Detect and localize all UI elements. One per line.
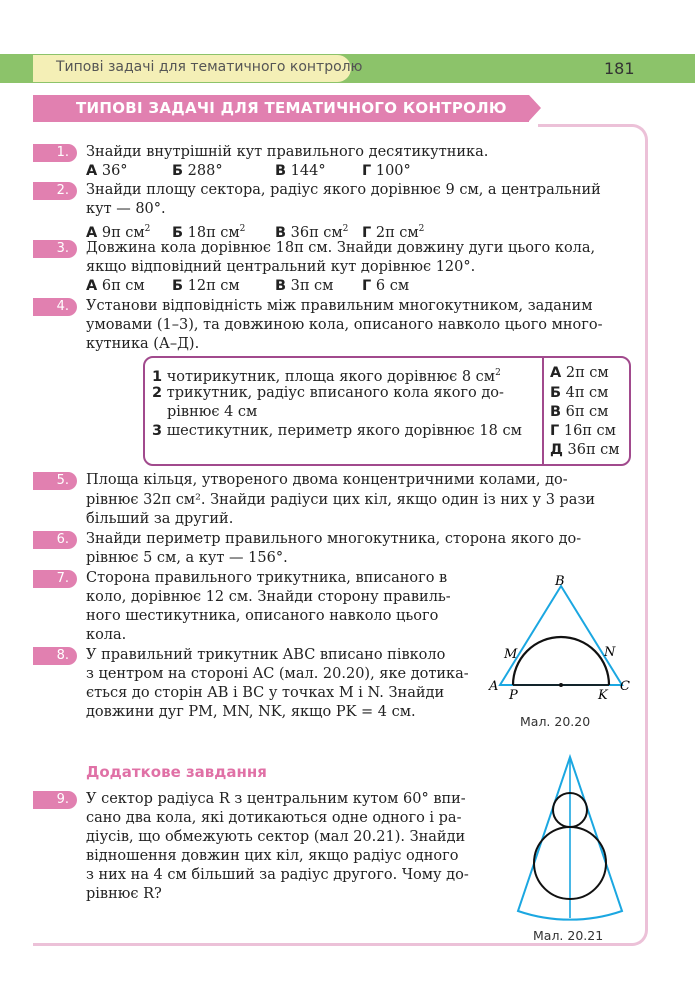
task-text: Знайди внутрішній кут правильного десятикутника. [86, 144, 489, 160]
task-text: коло, дорівнює 12 см. Знайди сторону правиль- [86, 589, 451, 605]
task-number: 2. [33, 182, 77, 200]
label-m: M [504, 647, 518, 662]
answer-option: Г 100° [362, 163, 411, 179]
task-text: ється до сторін AB і BC у точках M і N. Знайди [86, 685, 445, 701]
task-number: 6. [33, 531, 77, 549]
task-text: сано два кола, які дотикаються одне одного і ра- [86, 810, 462, 826]
task-number: 4. [33, 298, 77, 316]
answer-option: В 3π см [275, 278, 334, 294]
task-number: 8. [33, 647, 77, 665]
task-number: 1. [33, 144, 77, 162]
figure-20-20 [485, 570, 635, 705]
additional-task-heading: Додаткове завдання [86, 763, 267, 781]
task-text: У сектор радіуса R з центральним кутом 60° впи- [86, 791, 466, 807]
task-number: 3. [33, 240, 77, 258]
match-right-item: Г 16π см [550, 423, 616, 439]
task-text: якщо відповідний центральний кут дорівнює 120°. [86, 259, 476, 275]
answer-option: Б 12π см [172, 278, 240, 294]
answer-option: Б 288° [172, 163, 223, 179]
task-number: 7. [33, 570, 77, 588]
task-text: з центром на стороні AC (мал. 20.20), яке дотика- [86, 666, 469, 682]
answer-option: Г 2π $см^2$ [362, 224, 425, 241]
label-a: A [489, 679, 499, 694]
match-left-item: рівнює 4 см [167, 404, 258, 420]
task-text: з них на 4 см більший за радіус другого. Чому до- [86, 867, 469, 883]
answer-option: В 144° [275, 163, 326, 179]
answer-option: В 36π $см^2$ [275, 224, 349, 241]
answer-option: А 9π $см^2$ [86, 224, 151, 241]
task-text: ного шестикутника, описаного навколо цього [86, 608, 439, 624]
task-text: кут — 80°. [86, 201, 166, 217]
match-left-item: 3 шестикутник, периметр якого дорівнює 18 см [152, 423, 522, 439]
task-text: рівнює R? [86, 886, 162, 902]
task-text: Знайди периметр правильного многокутника, сторона якого до- [86, 531, 582, 547]
task-text: рівнює 5 см, а кут — 156°. [86, 550, 288, 566]
page-number: 181 [604, 59, 635, 78]
task-number: 5. [33, 472, 77, 490]
task-text: Сторона правильного трикутника, вписаного в [86, 570, 448, 586]
section-banner-tip [529, 95, 541, 121]
match-right-item: А 2π см [550, 365, 609, 381]
task-number: 9. [33, 791, 77, 809]
match-right-item: Д 36π см [550, 442, 620, 458]
match-left-item: 1 чотирикутник, площа якого дорівнює 8 $см^2$ [152, 368, 501, 385]
task-text: довжини дуг PM, MN, NK, якщо PK = 4 см. [86, 704, 416, 720]
task-text: відношення довжин цих кіл, якщо радіус одного [86, 848, 459, 864]
answer-option: А 36° [86, 163, 128, 179]
label-p: P [509, 688, 518, 703]
label-n: N [604, 645, 616, 660]
task-text: кутника (А–Д). [86, 336, 200, 352]
match-right-item: Б 4π см [550, 385, 609, 401]
answer-option: Г 6 см [362, 278, 410, 294]
label-k: K [598, 688, 608, 703]
figure-caption: Мал. 20.20 [520, 714, 591, 729]
match-right-item: В 6π см [550, 404, 609, 420]
label-c: C [620, 679, 630, 694]
task-text: Довжина кола дорівнює 18π см. Знайди довжину дуги цього кола, [86, 240, 596, 256]
match-left-item: 2 трикутник, радіус вписаного кола якого до- [152, 385, 504, 401]
running-title: Типові задачі для тематичного контролю [56, 59, 363, 75]
section-title: ТИПОВІ ЗАДАЧІ ДЛЯ ТЕМАТИЧНОГО КОНТРОЛЮ [76, 99, 507, 117]
answer-option: А 6π см [86, 278, 145, 294]
task-text: Знайди площу сектора, радіус якого дорівнює 9 см, а центральний [86, 182, 601, 198]
task-text: У правильний трикутник ABC вписано півколо [86, 647, 446, 663]
task-text: більший за другий. [86, 511, 234, 527]
task-text: умовами (1–3), та довжиною кола, описаного навколо цього много- [86, 317, 603, 333]
task-text: рівнює 32π см². Знайди радіуси цих кіл, якщо один із них у 3 рази [86, 492, 596, 508]
answer-option: Б 18π $см^2$ [172, 224, 246, 241]
task-text: Площа кільця, утвореного двома концентричними колами, до- [86, 472, 568, 488]
label-b: B [555, 574, 565, 589]
matching-table-divider [542, 358, 544, 464]
figure-caption: Мал. 20.21 [533, 928, 604, 943]
task-text: кола. [86, 627, 127, 643]
figure-20-21 [500, 753, 640, 923]
task-text: Установи відповідність між правильним многокутником, заданим [86, 298, 593, 314]
task-text: діусів, що обмежують сектор (мал 20.21). Знайди [86, 829, 466, 845]
